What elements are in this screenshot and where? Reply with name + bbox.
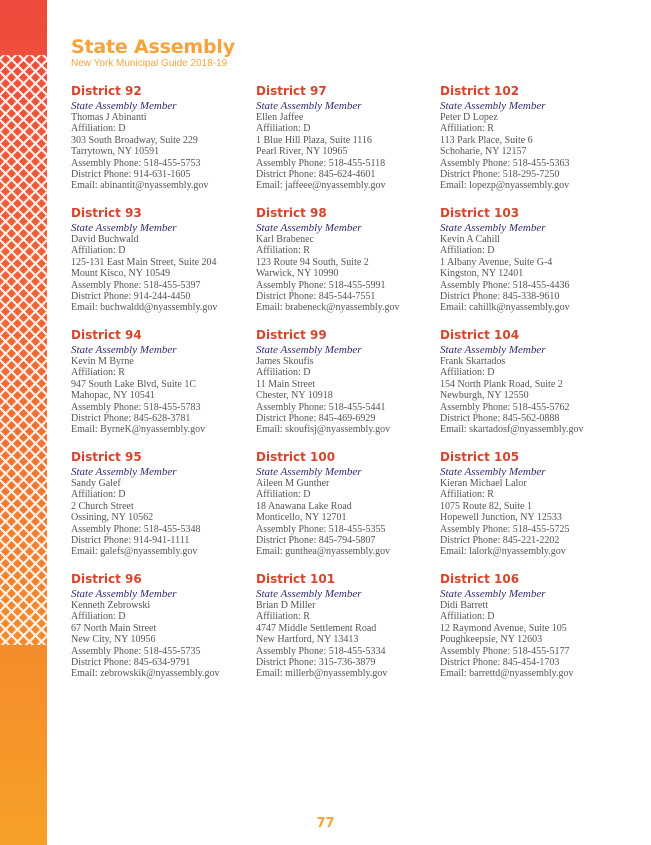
address-line-2: Monticello, NY 12701 [256, 512, 347, 524]
member-role: State Assembly Member [256, 344, 362, 356]
district-heading: District 101 [256, 572, 336, 586]
page-subtitle: New York Municipal Guide 2018-19 [71, 58, 228, 69]
address-line-1: 4747 Middle Settlement Road [256, 622, 377, 634]
district-entry [256, 328, 441, 436]
member-role: State Assembly Member [71, 466, 177, 478]
district-phone: District Phone: 845-634-9791 [71, 657, 191, 669]
assembly-phone: Assembly Phone: 518-455-5753 [71, 157, 201, 169]
member-name: Thomas J Abinanti [71, 112, 147, 123]
district-entry [256, 572, 441, 680]
assembly-phone: Assembly Phone: 518-455-5783 [71, 401, 201, 413]
district-entry [256, 450, 441, 558]
address-line-2: Hopewell Junction, NY 12533 [440, 512, 562, 524]
member-role: State Assembly Member [440, 100, 546, 112]
address-line-2: Poughkeepsie, NY 12603 [440, 634, 543, 646]
member-role: State Assembly Member [71, 588, 177, 600]
district-phone: District Phone: 845-454-1703 [440, 657, 560, 669]
address-line-1: 303 South Broadway, Suite 229 [71, 134, 198, 146]
district-entry [440, 328, 625, 436]
member-email: Email: abinantit@nyassembly.gov [71, 180, 209, 192]
decorative-side-band [0, 0, 47, 845]
district-heading: District 98 [256, 206, 327, 220]
address-line-1: 12 Raymond Avenue, Suite 105 [440, 622, 567, 634]
address-line-1: 11 Main Street [256, 378, 316, 390]
member-email: Email: ByrneK@nyassembly.gov [71, 424, 206, 436]
member-affiliation: Affiliation: D [71, 489, 126, 501]
district-heading: District 93 [71, 206, 142, 220]
assembly-phone: Assembly Phone: 518-455-5397 [71, 279, 201, 291]
member-email: Email: brabeneck@nyassembly.gov [256, 302, 400, 314]
member-name: David Buchwald [71, 234, 139, 245]
member-email: Email: galefs@nyassembly.gov [71, 546, 198, 558]
district-entry [71, 450, 256, 558]
member-name: Kieran Michael Lalor [440, 478, 527, 489]
member-role: State Assembly Member [256, 466, 362, 478]
assembly-phone: Assembly Phone: 518-455-5441 [256, 401, 386, 413]
address-line-1: 2 Church Street [71, 500, 134, 512]
district-phone: District Phone: 845-624-4601 [256, 169, 376, 181]
address-line-2: Schoharie, NY 12157 [440, 146, 527, 158]
assembly-phone: Assembly Phone: 518-455-5177 [440, 645, 570, 657]
page-number: 77 [316, 816, 335, 831]
member-email: Email: buchwaldd@nyassembly.gov [71, 302, 218, 314]
address-line-2: Newburgh, NY 12550 [440, 390, 529, 402]
address-line-1: 1075 Route 82, Suite 1 [440, 500, 532, 512]
member-email: Email: cahillk@nyassembly.gov [440, 302, 570, 314]
member-name: James Skoufis [256, 356, 314, 367]
member-name: Kenneth Zebrowski [71, 600, 151, 611]
lattice-pattern [0, 0, 47, 845]
district-heading: District 96 [71, 572, 142, 586]
member-affiliation: Affiliation: R [71, 367, 125, 379]
member-name: Didi Barrett [440, 600, 489, 611]
member-affiliation: Affiliation: D [256, 489, 311, 501]
member-name: Brian D Miller [256, 600, 316, 611]
address-line-2: New City, NY 10956 [71, 634, 156, 646]
district-phone: District Phone: 845-794-5807 [256, 535, 376, 547]
page-header [71, 36, 235, 70]
member-name: Peter D Lopez [440, 112, 498, 123]
assembly-phone: Assembly Phone: 518-455-5991 [256, 279, 386, 291]
district-phone: District Phone: 845-628-3781 [71, 413, 191, 425]
member-name: Karl Brabenec [256, 234, 315, 245]
address-line-2: Mahopac, NY 10541 [71, 390, 155, 402]
district-entry [71, 328, 256, 436]
member-role: State Assembly Member [71, 344, 177, 356]
district-heading: District 92 [71, 84, 142, 98]
district-phone: District Phone: 518-295-7250 [440, 169, 560, 181]
member-role: State Assembly Member [256, 222, 362, 234]
district-heading: District 99 [256, 328, 327, 342]
member-name: Kevin A Cahill [440, 234, 500, 245]
district-entry [71, 572, 256, 680]
district-heading: District 95 [71, 450, 142, 464]
member-affiliation: Affiliation: D [440, 611, 495, 623]
district-heading: District 103 [440, 206, 520, 220]
district-phone: District Phone: 845-221-2202 [440, 535, 560, 547]
district-phone: District Phone: 845-562-0888 [440, 413, 560, 425]
member-email: Email: zebrowskik@nyassembly.gov [71, 668, 220, 680]
district-heading: District 102 [440, 84, 520, 98]
member-email: Email: gunthea@nyassembly.gov [256, 546, 391, 558]
member-name: Ellen Jaffee [256, 112, 304, 123]
district-entry [71, 84, 256, 192]
address-line-2: Mount Kisco, NY 10549 [71, 268, 171, 280]
district-entry [256, 206, 441, 314]
address-line-1: 154 North Plank Road, Suite 2 [440, 378, 563, 390]
member-name: Kevin M Byrne [71, 356, 134, 367]
address-line-2: Tarrytown, NY 10591 [71, 146, 160, 158]
district-entry [256, 84, 441, 192]
page-title: State Assembly [71, 36, 235, 58]
member-role: State Assembly Member [256, 100, 362, 112]
member-affiliation: Affiliation: R [256, 245, 310, 257]
member-email: Email: skoufisj@nyassembly.gov [256, 424, 391, 436]
address-line-1: 123 Route 94 South, Suite 2 [256, 256, 369, 268]
member-affiliation: Affiliation: R [440, 489, 494, 501]
address-line-1: 113 Park Place, Suite 6 [440, 134, 533, 146]
member-email: Email: millerb@nyassembly.gov [256, 668, 388, 680]
assembly-phone: Assembly Phone: 518-455-5363 [440, 157, 570, 169]
assembly-phone: Assembly Phone: 518-455-5735 [71, 645, 201, 657]
member-email: Email: jaffeee@nyassembly.gov [256, 180, 386, 192]
member-affiliation: Affiliation: D [71, 123, 126, 135]
member-email: Email: skartadosf@nyassembly.gov [440, 424, 584, 436]
district-heading: District 94 [71, 328, 142, 342]
district-phone: District Phone: 914-631-1605 [71, 169, 191, 181]
member-role: State Assembly Member [440, 222, 546, 234]
address-line-1: 947 South Lake Blvd, Suite 1C [71, 378, 196, 390]
member-role: State Assembly Member [440, 466, 546, 478]
member-role: State Assembly Member [71, 222, 177, 234]
district-entry [71, 206, 256, 314]
district-heading: District 105 [440, 450, 520, 464]
member-affiliation: Affiliation: D [256, 367, 311, 379]
member-affiliation: Affiliation: D [71, 611, 126, 623]
member-affiliation: Affiliation: R [440, 123, 494, 135]
member-email: Email: barrettd@nyassembly.gov [440, 668, 574, 680]
member-name: Sandy Galef [71, 478, 121, 489]
district-heading: District 97 [256, 84, 327, 98]
district-phone: District Phone: 845-469-6929 [256, 413, 376, 425]
assembly-phone: Assembly Phone: 518-455-4436 [440, 279, 570, 291]
district-heading: District 106 [440, 572, 520, 586]
member-affiliation: Affiliation: D [440, 245, 495, 257]
member-affiliation: Affiliation: D [440, 367, 495, 379]
member-name: Frank Skartados [440, 356, 506, 367]
member-affiliation: Affiliation: D [71, 245, 126, 257]
district-phone: District Phone: 315-736-3879 [256, 657, 376, 669]
district-heading: District 100 [256, 450, 336, 464]
address-line-2: Ossining, NY 10562 [71, 512, 154, 524]
district-entry [440, 450, 625, 558]
member-role: State Assembly Member [440, 344, 546, 356]
member-name: Aileen M Gunther [256, 478, 330, 489]
district-phone: District Phone: 845-544-7551 [256, 291, 376, 303]
member-email: Email: lalork@nyassembly.gov [440, 546, 566, 558]
address-line-1: 1 Blue Hill Plaza, Suite 1116 [256, 134, 372, 146]
district-phone: District Phone: 914-941-1111 [71, 535, 190, 547]
address-line-2: Pearl River, NY 10965 [256, 146, 348, 158]
assembly-phone: Assembly Phone: 518-455-5762 [440, 401, 570, 413]
address-line-2: Warwick, NY 10990 [256, 268, 339, 280]
district-entry [440, 206, 625, 314]
member-role: State Assembly Member [71, 100, 177, 112]
district-entry [440, 84, 625, 192]
address-line-2: New Hartford, NY 13413 [256, 634, 359, 646]
member-role: State Assembly Member [440, 588, 546, 600]
district-phone: District Phone: 845-338-9610 [440, 291, 560, 303]
district-phone: District Phone: 914-244-4450 [71, 291, 191, 303]
assembly-phone: Assembly Phone: 518-455-5334 [256, 645, 386, 657]
address-line-1: 67 North Main Street [71, 622, 157, 634]
assembly-phone: Assembly Phone: 518-455-5348 [71, 523, 201, 535]
district-heading: District 104 [440, 328, 520, 342]
address-line-1: 18 Anawana Lake Road [256, 500, 352, 512]
member-email: Email: lopezp@nyassembly.gov [440, 180, 570, 192]
assembly-phone: Assembly Phone: 518-455-5118 [256, 157, 386, 169]
assembly-phone: Assembly Phone: 518-455-5355 [256, 523, 386, 535]
address-line-2: Kingston, NY 12401 [440, 268, 524, 280]
assembly-phone: Assembly Phone: 518-455-5725 [440, 523, 570, 535]
member-affiliation: Affiliation: D [256, 123, 311, 135]
address-line-1: 1 Albany Avenue, Suite G-4 [440, 256, 553, 268]
address-line-2: Chester, NY 10918 [256, 390, 333, 402]
district-entry [440, 572, 625, 680]
member-role: State Assembly Member [256, 588, 362, 600]
address-line-1: 125-131 East Main Street, Suite 204 [71, 256, 217, 268]
member-affiliation: Affiliation: R [256, 611, 310, 623]
